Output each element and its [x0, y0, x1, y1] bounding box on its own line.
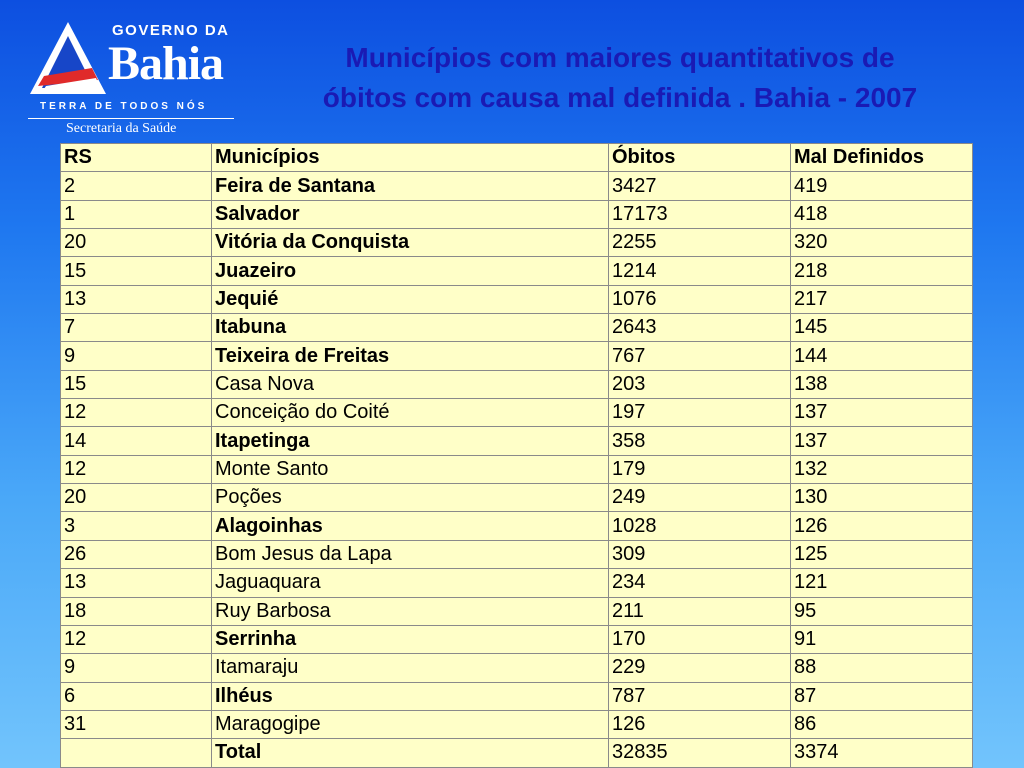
cell-obitos: 203 [609, 370, 791, 398]
cell-obitos: 229 [609, 654, 791, 682]
cell-mal-definidos: 218 [791, 257, 973, 285]
cell-mal-definidos: 132 [791, 455, 973, 483]
cell-rs: 7 [61, 314, 212, 342]
cell-municipio: Monte Santo [212, 455, 609, 483]
logo-secretaria: Secretaria da Saúde [66, 121, 177, 136]
table-row [61, 399, 973, 427]
cell-rs: 12 [61, 399, 212, 427]
cell-rs: 18 [61, 597, 212, 625]
cell-municipio: Itabuna [212, 314, 609, 342]
cell-obitos: 309 [609, 540, 791, 568]
cell-obitos: 197 [609, 399, 791, 427]
logo-divider [28, 118, 234, 119]
cell-municipio: Itapetinga [212, 427, 609, 455]
cell-rs: 26 [61, 540, 212, 568]
data-table [60, 143, 973, 768]
cell-obitos: 3427 [609, 172, 791, 200]
cell-municipio: Poções [212, 484, 609, 512]
table-body [61, 172, 973, 767]
table-row [61, 597, 973, 625]
total-rs [61, 739, 212, 767]
cell-municipio: Jequié [212, 285, 609, 313]
header-municipios: Municípios [212, 144, 609, 172]
cell-mal-definidos: 418 [791, 200, 973, 228]
cell-mal-definidos: 91 [791, 625, 973, 653]
table-row [61, 257, 973, 285]
cell-rs: 20 [61, 229, 212, 257]
cell-rs: 1 [61, 200, 212, 228]
table-row [61, 370, 973, 398]
cell-rs: 20 [61, 484, 212, 512]
cell-obitos: 1076 [609, 285, 791, 313]
cell-municipio: Casa Nova [212, 370, 609, 398]
cell-mal-definidos: 125 [791, 540, 973, 568]
cell-obitos: 211 [609, 597, 791, 625]
table-row [61, 654, 973, 682]
cell-rs: 31 [61, 710, 212, 738]
total-mal-definidos: 3374 [791, 739, 973, 767]
cell-obitos: 170 [609, 625, 791, 653]
cell-obitos: 249 [609, 484, 791, 512]
cell-municipio: Bom Jesus da Lapa [212, 540, 609, 568]
cell-mal-definidos: 95 [791, 597, 973, 625]
cell-rs: 2 [61, 172, 212, 200]
cell-rs: 12 [61, 625, 212, 653]
table-row [61, 569, 973, 597]
cell-obitos: 2255 [609, 229, 791, 257]
cell-obitos: 234 [609, 569, 791, 597]
cell-municipio: Salvador [212, 200, 609, 228]
table-row [61, 625, 973, 653]
cell-obitos: 179 [609, 455, 791, 483]
cell-obitos: 17173 [609, 200, 791, 228]
cell-rs: 13 [61, 285, 212, 313]
header-obitos: Óbitos [609, 144, 791, 172]
cell-municipio: Ruy Barbosa [212, 597, 609, 625]
table-row [61, 342, 973, 370]
cell-rs: 9 [61, 654, 212, 682]
cell-mal-definidos: 87 [791, 682, 973, 710]
cell-municipio: Juazeiro [212, 257, 609, 285]
cell-obitos: 787 [609, 682, 791, 710]
cell-rs: 15 [61, 370, 212, 398]
table-header-row [61, 144, 973, 172]
cell-municipio: Jaguaquara [212, 569, 609, 597]
logo-motto: TERRA DE TODOS NÓS [40, 101, 208, 112]
total-obitos: 32835 [609, 739, 791, 767]
cell-rs: 13 [61, 569, 212, 597]
total-label: Total [212, 739, 609, 767]
header-mal-definidos: Mal Definidos [791, 144, 973, 172]
page-title: Municípios com maiores quantitativos de óbitos com causa mal definida . Bahia - 2007 [322, 42, 918, 113]
cell-mal-definidos: 126 [791, 512, 973, 540]
cell-municipio: Feira de Santana [212, 172, 609, 200]
cell-obitos: 126 [609, 710, 791, 738]
cell-mal-definidos: 145 [791, 314, 973, 342]
cell-municipio: Maragogipe [212, 710, 609, 738]
table-row [61, 314, 973, 342]
table-row [61, 540, 973, 568]
cell-mal-definidos: 130 [791, 484, 973, 512]
cell-obitos: 1028 [609, 512, 791, 540]
cell-obitos: 1214 [609, 257, 791, 285]
cell-municipio: Conceição do Coité [212, 399, 609, 427]
cell-municipio: Teixeira de Freitas [212, 342, 609, 370]
cell-mal-definidos: 88 [791, 654, 973, 682]
cell-rs: 15 [61, 257, 212, 285]
cell-obitos: 2643 [609, 314, 791, 342]
cell-rs: 6 [61, 682, 212, 710]
table-row [61, 285, 973, 313]
governo-bahia-logo [28, 14, 238, 140]
cell-municipio: Alagoinhas [212, 512, 609, 540]
cell-mal-definidos: 144 [791, 342, 973, 370]
table-row [61, 172, 973, 200]
cell-obitos: 767 [609, 342, 791, 370]
table-row [61, 484, 973, 512]
cell-obitos: 358 [609, 427, 791, 455]
table-row [61, 200, 973, 228]
triangle-logo-icon [28, 14, 118, 104]
table-row [61, 710, 973, 738]
logo-name: Bahia [108, 37, 224, 90]
cell-mal-definidos: 137 [791, 427, 973, 455]
cell-rs: 3 [61, 512, 212, 540]
cell-mal-definidos: 419 [791, 172, 973, 200]
cell-mal-definidos: 138 [791, 370, 973, 398]
cell-rs: 14 [61, 427, 212, 455]
cell-municipio: Serrinha [212, 625, 609, 653]
cell-mal-definidos: 86 [791, 710, 973, 738]
table-row [61, 229, 973, 257]
cell-rs: 12 [61, 455, 212, 483]
cell-mal-definidos: 121 [791, 569, 973, 597]
table-row [61, 512, 973, 540]
table-row [61, 682, 973, 710]
cell-municipio: Vitória da Conquista [212, 229, 609, 257]
total-row [61, 739, 973, 767]
cell-rs: 9 [61, 342, 212, 370]
cell-municipio: Itamaraju [212, 654, 609, 682]
cell-mal-definidos: 217 [791, 285, 973, 313]
cell-mal-definidos: 137 [791, 399, 973, 427]
cell-mal-definidos: 320 [791, 229, 973, 257]
header-rs: RS [61, 144, 212, 172]
cell-municipio: Ilhéus [212, 682, 609, 710]
logo-gov-text: GOVERNO DA [112, 22, 230, 39]
table-row [61, 427, 973, 455]
table-row [61, 455, 973, 483]
